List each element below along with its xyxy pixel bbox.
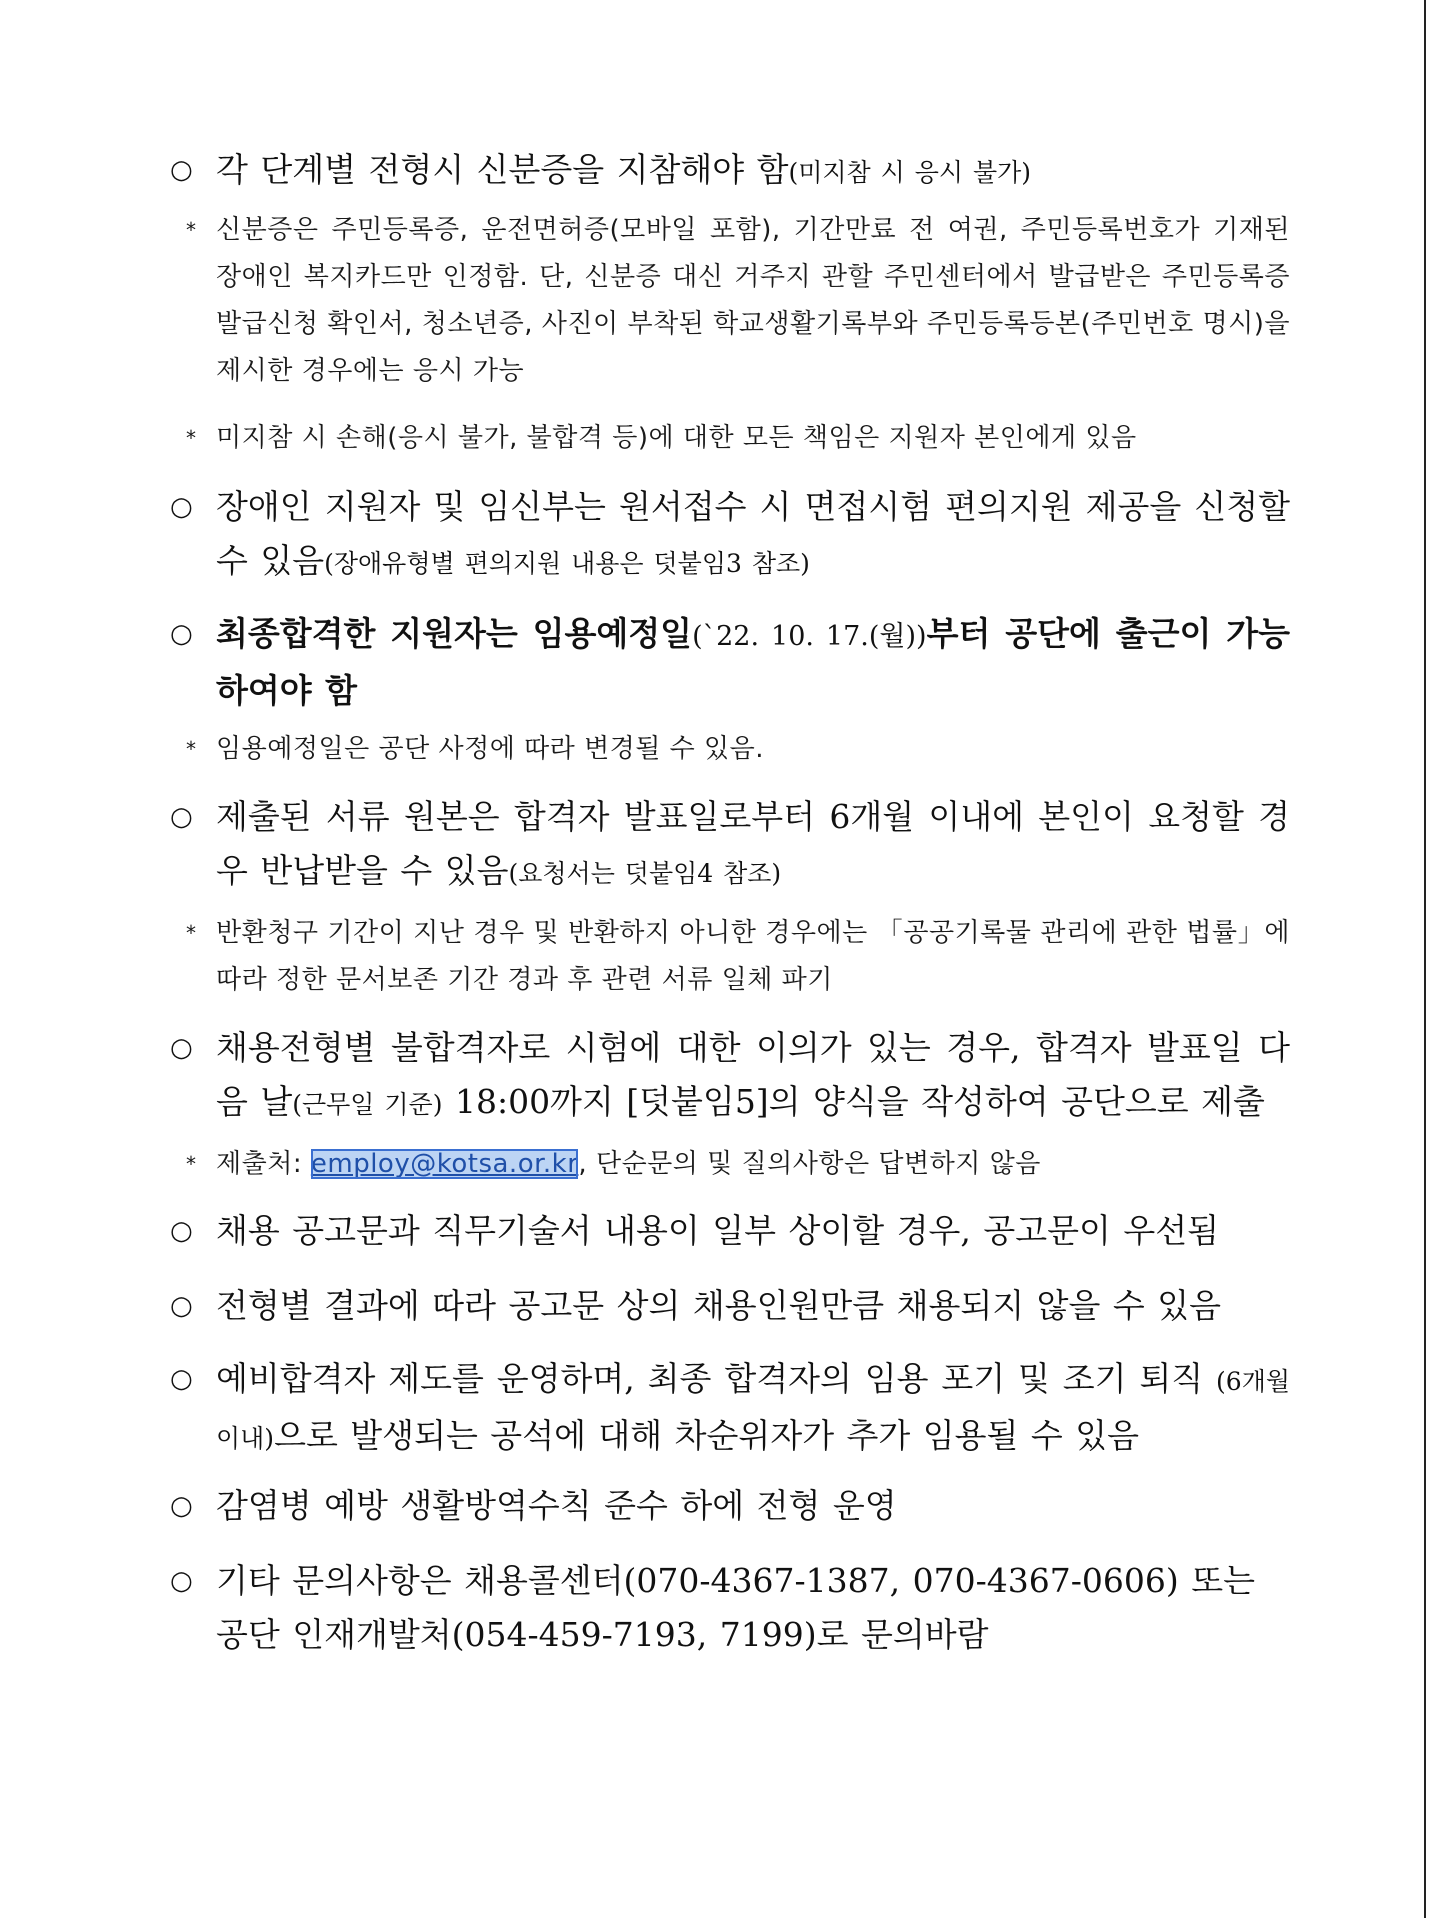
note-date-change (186, 726, 1290, 773)
note-disposal (186, 910, 1290, 1004)
item-reserve-candidates (170, 1352, 1290, 1466)
item-accommodation (170, 480, 1290, 591)
asterisk-icon: * (186, 218, 196, 242)
item-text: 전형별 결과에 따라 공고문 상의 채용인원만큼 채용되지 않을 수 있음 (216, 1286, 1221, 1325)
item-text: 제출된 서류 원본은 합격자 발표일로부터 6개월 이내에 본인이 요청할 경우 반납받을 수 있음(요청서는 덧붙임4 참조) (216, 797, 1290, 890)
note-text: 미지참 시 손해(응시 불가, 불합격 등)에 대한 모든 책임은 지원자 본인에게 있음 (216, 423, 1137, 453)
item-text: 최종합격한 지원자는 임용예정일(`22. 10. 17.(월))부터 공단에 출근이 가능하여야 함 (216, 614, 1290, 710)
item-start-date (170, 607, 1290, 718)
item-text: 장애인 지원자 및 임신부는 원서접수 시 면접시험 편의지원 제공을 신청할 수 있음(장애유형별 편의지원 내용은 덧붙임3 참조) (216, 487, 1290, 580)
circle-bullet-icon: ○ (170, 1364, 193, 1394)
item-notice-priority (170, 1204, 1290, 1258)
note-submission (186, 1141, 1290, 1188)
item-text: 예비합격자 제도를 운영하며, 최종 합격자의 임용 포기 및 조기 퇴직 (6개월 이내)으로 발생되는 공석에 대해 차순위자가 추가 임용될 수 있음 (216, 1359, 1290, 1455)
item-hiring-count (170, 1279, 1290, 1333)
asterisk-icon: * (186, 426, 196, 450)
item-document-return (170, 790, 1290, 901)
item-quarantine (170, 1479, 1290, 1533)
item-text: 채용 공고문과 직무기술서 내용이 일부 상이할 경우, 공고문이 우선됨 (216, 1211, 1219, 1250)
circle-bullet-icon: ○ (170, 1216, 193, 1246)
item-objection (170, 1021, 1290, 1132)
note-responsibility (186, 415, 1290, 462)
note-text: 임용예정일은 공단 사정에 따라 변경될 수 있음. (216, 734, 765, 764)
asterisk-icon: * (186, 1152, 196, 1176)
item-id-required (170, 143, 1290, 200)
page-border-line (1424, 0, 1426, 1918)
email-link[interactable]: employ@kotsa.or.kr (310, 1149, 579, 1179)
note-text: 신분증은 주민등록증, 운전면허증(모바일 포함), 기간만료 전 여권, 주민등록번호가 기재된 장애인 복지카드만 인정함. 단, 신분증 대신 거주지 관할 주민센터에서 발급받은 주민등록증 발급신청 확인서, 청소년증, 사진이 부착된 학교생활기록부와 주민등록등본(주민번호 명시)을 제시한 경우에는 응시 가능 (216, 215, 1290, 386)
item-text: 감염병 예방 생활방역수칙 준수 하에 전형 운영 (216, 1486, 897, 1525)
note-id-types (186, 207, 1290, 395)
circle-bullet-icon: ○ (170, 155, 193, 185)
item-text: 채용전형별 불합격자로 시험에 대한 이의가 있는 경우, 합격자 발표일 다음 날(근무일 기준) 18:00까지 [덧붙임5]의 양식을 작성하여 공단으로 제출 (216, 1028, 1290, 1121)
circle-bullet-icon: ○ (170, 1291, 193, 1321)
note-text: 반환청구 기간이 지난 경우 및 반환하지 아니한 경우에는 「공공기록물 관리에 관한 법률」에 따라 정한 문서보존 기간 경과 후 관련 서류 일체 파기 (216, 918, 1290, 995)
circle-bullet-icon: ○ (170, 492, 193, 522)
item-text: 각 단계별 전형시 신분증을 지참해야 함(미지참 시 응시 불가) (216, 150, 1032, 189)
circle-bullet-icon: ○ (170, 619, 193, 649)
circle-bullet-icon: ○ (170, 1566, 193, 1596)
asterisk-icon: * (186, 737, 196, 761)
circle-bullet-icon: ○ (170, 1033, 193, 1063)
item-contact (170, 1554, 1290, 1662)
item-text: 기타 문의사항은 채용콜센터(070-4367-1387, 070-4367-0606) 또는 공단 인재개발처(054-459-7193, 7199)로 문의바람 (216, 1561, 1255, 1654)
circle-bullet-icon: ○ (170, 802, 193, 832)
note-text: 제출처: employ@kotsa.or.kr, 단순문의 및 질의사항은 답변하지 않음 (216, 1149, 1041, 1179)
circle-bullet-icon: ○ (170, 1491, 193, 1521)
asterisk-icon: * (186, 921, 196, 945)
